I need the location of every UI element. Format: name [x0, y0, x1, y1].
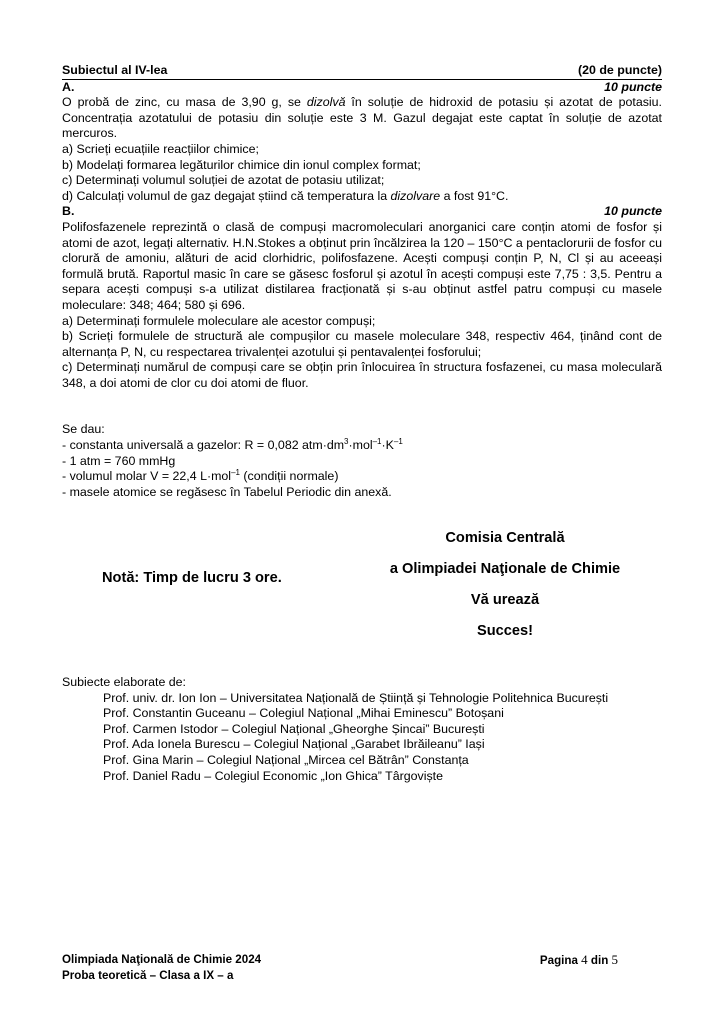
- section-a-intro: [62, 95, 662, 142]
- section-b-points: 10 puncte: [604, 204, 662, 219]
- section-b-intro: Polifosfazenele reprezintă o clasă de compuși macromoleculari anorganici care conțin atomi de fosfor și atomi de azot, legați alternativ. H.N.Stokes a obținut prin încălzirea la 120 – 150°C a pentaclorurii de fosfor cu clorură de amoniu, alături de acid clorhidric, polifosfazene. Acești compuși conțin P, N, Cl și au aceeași formulă brută. Raportul masic în care se găsesc fosforul și azotul în acești compuși este 7,75 : 3,5. Pentru a separa acești compuși s-a utilizat distilarea fracționată și s-au obținut astfel patru compuși cu masele moleculare: 348; 464; 580 și 696.: [62, 219, 662, 312]
- page-total: 5: [611, 952, 618, 967]
- givens-heading: Se dau:: [62, 422, 105, 437]
- subject-points: (20 de puncte): [578, 63, 662, 77]
- intro-italic: dizolvă: [306, 95, 346, 110]
- section-b-item: c) Determinați numărul de compuși care se obțin prin înlocuirea în structura fosfazenei, cu masa moleculară 348, a doi atomi de clor cu doi atomi de fluor.: [62, 360, 662, 390]
- section-b-label: B.: [62, 204, 75, 219]
- text: - constanta universală a gazelor: R = 0,082 atm·dm: [62, 438, 345, 453]
- author-item: Prof. Constantin Guceanu – Colegiul Național „Mihai Eminescu” Botoșani: [103, 706, 504, 721]
- exponent: –1: [393, 436, 403, 446]
- section-a-points: 10 puncte: [604, 79, 662, 94]
- authors-heading: Subiecte elaborate de:: [62, 675, 186, 689]
- exponent: –1: [372, 436, 382, 446]
- exponent: 3: [344, 436, 349, 446]
- item-text: a fost 91°C.: [440, 188, 509, 203]
- page-footer: [62, 952, 618, 983]
- footer-row: [62, 952, 618, 968]
- section-b-header: [62, 204, 662, 220]
- page-sep: din: [587, 954, 612, 967]
- item-italic: dizolvare: [390, 188, 441, 203]
- section-a-label: A.: [62, 79, 75, 94]
- subject-header: [62, 63, 662, 80]
- commission-line: a Olimpiadei Naţionale de Chimie: [389, 561, 621, 577]
- commission-line: Comisia Centrală: [445, 530, 565, 546]
- gas-constant-line: [62, 438, 662, 454]
- text: (condiții normale): [239, 469, 339, 484]
- authors-block: [62, 675, 608, 784]
- text: - volumul molar V = 22,4 L·mol: [62, 469, 232, 484]
- text: ·K: [381, 438, 394, 453]
- intro-text: în soluție de hidroxid de potasiu și azotat de potasiu. Concentrația azotatului de potasiu din soluție este 3 M. Gazul degajat este captat în soluție de azotat mercuros.: [62, 95, 663, 141]
- page-number: [540, 952, 618, 968]
- text: ·mol: [348, 438, 373, 453]
- page-label: Pagina: [539, 954, 582, 967]
- page-current: 4: [581, 952, 588, 967]
- section-a-item: a) Scrieți ecuațiile reacțiilor chimice;: [62, 141, 259, 156]
- molar-volume-line: [62, 469, 662, 485]
- commission-line: Vă urează: [470, 592, 540, 608]
- atomic-masses-line: - masele atomice se regăsesc în Tabelul Periodic din anexă.: [62, 484, 392, 499]
- commission-greeting: [360, 523, 650, 647]
- author-item: Prof. Ada Ionela Burescu – Colegiul Național „Garabet Ibrăileanu” Iași: [103, 737, 485, 752]
- footer-olympiad: Olimpiada Naţională de Chimie 2024: [62, 953, 262, 966]
- intro-text: O probă de zinc, cu masa de 3,90 g, se: [62, 95, 307, 110]
- author-item: Prof. univ. dr. Ion Ion – Universitatea Națională de Știință și Tehnologie Politehnica București: [103, 690, 609, 705]
- subject-content: [62, 63, 662, 500]
- section-a-item: b) Modelați formarea legăturilor chimice din ionul complex format;: [62, 157, 421, 172]
- author-item: Prof. Gina Marin – Colegiul Național „Mircea cel Bătrân” Constanța: [103, 752, 469, 767]
- subject-title: Subiectul al IV-lea: [62, 63, 168, 77]
- section-a-header: [62, 80, 662, 96]
- footer-exam: Proba teoretică – Clasa a IX – a: [62, 969, 234, 982]
- section-b-item: a) Determinați formulele moleculare ale acestor compuși;: [62, 313, 376, 328]
- exponent: –1: [231, 468, 240, 478]
- section-a-item: [62, 189, 662, 205]
- time-note: Notă: Timp de lucru 3 ore.: [102, 570, 282, 586]
- section-a-item: c) Determinați volumul soluției de azotat de potasiu utilizat;: [62, 173, 385, 188]
- atm-line: - 1 atm = 760 mmHg: [62, 453, 176, 468]
- author-item: Prof. Daniel Radu – Colegiul Economic „Ion Ghica” Târgoviște: [103, 768, 443, 783]
- item-text: d) Calculați volumul de gaz degajat știind că temperatura la: [62, 188, 391, 203]
- authors-list: [62, 691, 608, 785]
- section-b-item: b) Scrieți formulele de structură ale compușilor cu masele moleculare 348, respectiv 464, ținând cont de alternanța P, N, cu respectarea trivalenței azotului și pentavalenței fosforului;: [62, 329, 662, 359]
- givens-block: [62, 422, 662, 500]
- commission-line: Succes!: [477, 623, 533, 639]
- author-item: Prof. Carmen Istodor – Colegiul Național „Gheorghe Șincai” București: [103, 721, 485, 736]
